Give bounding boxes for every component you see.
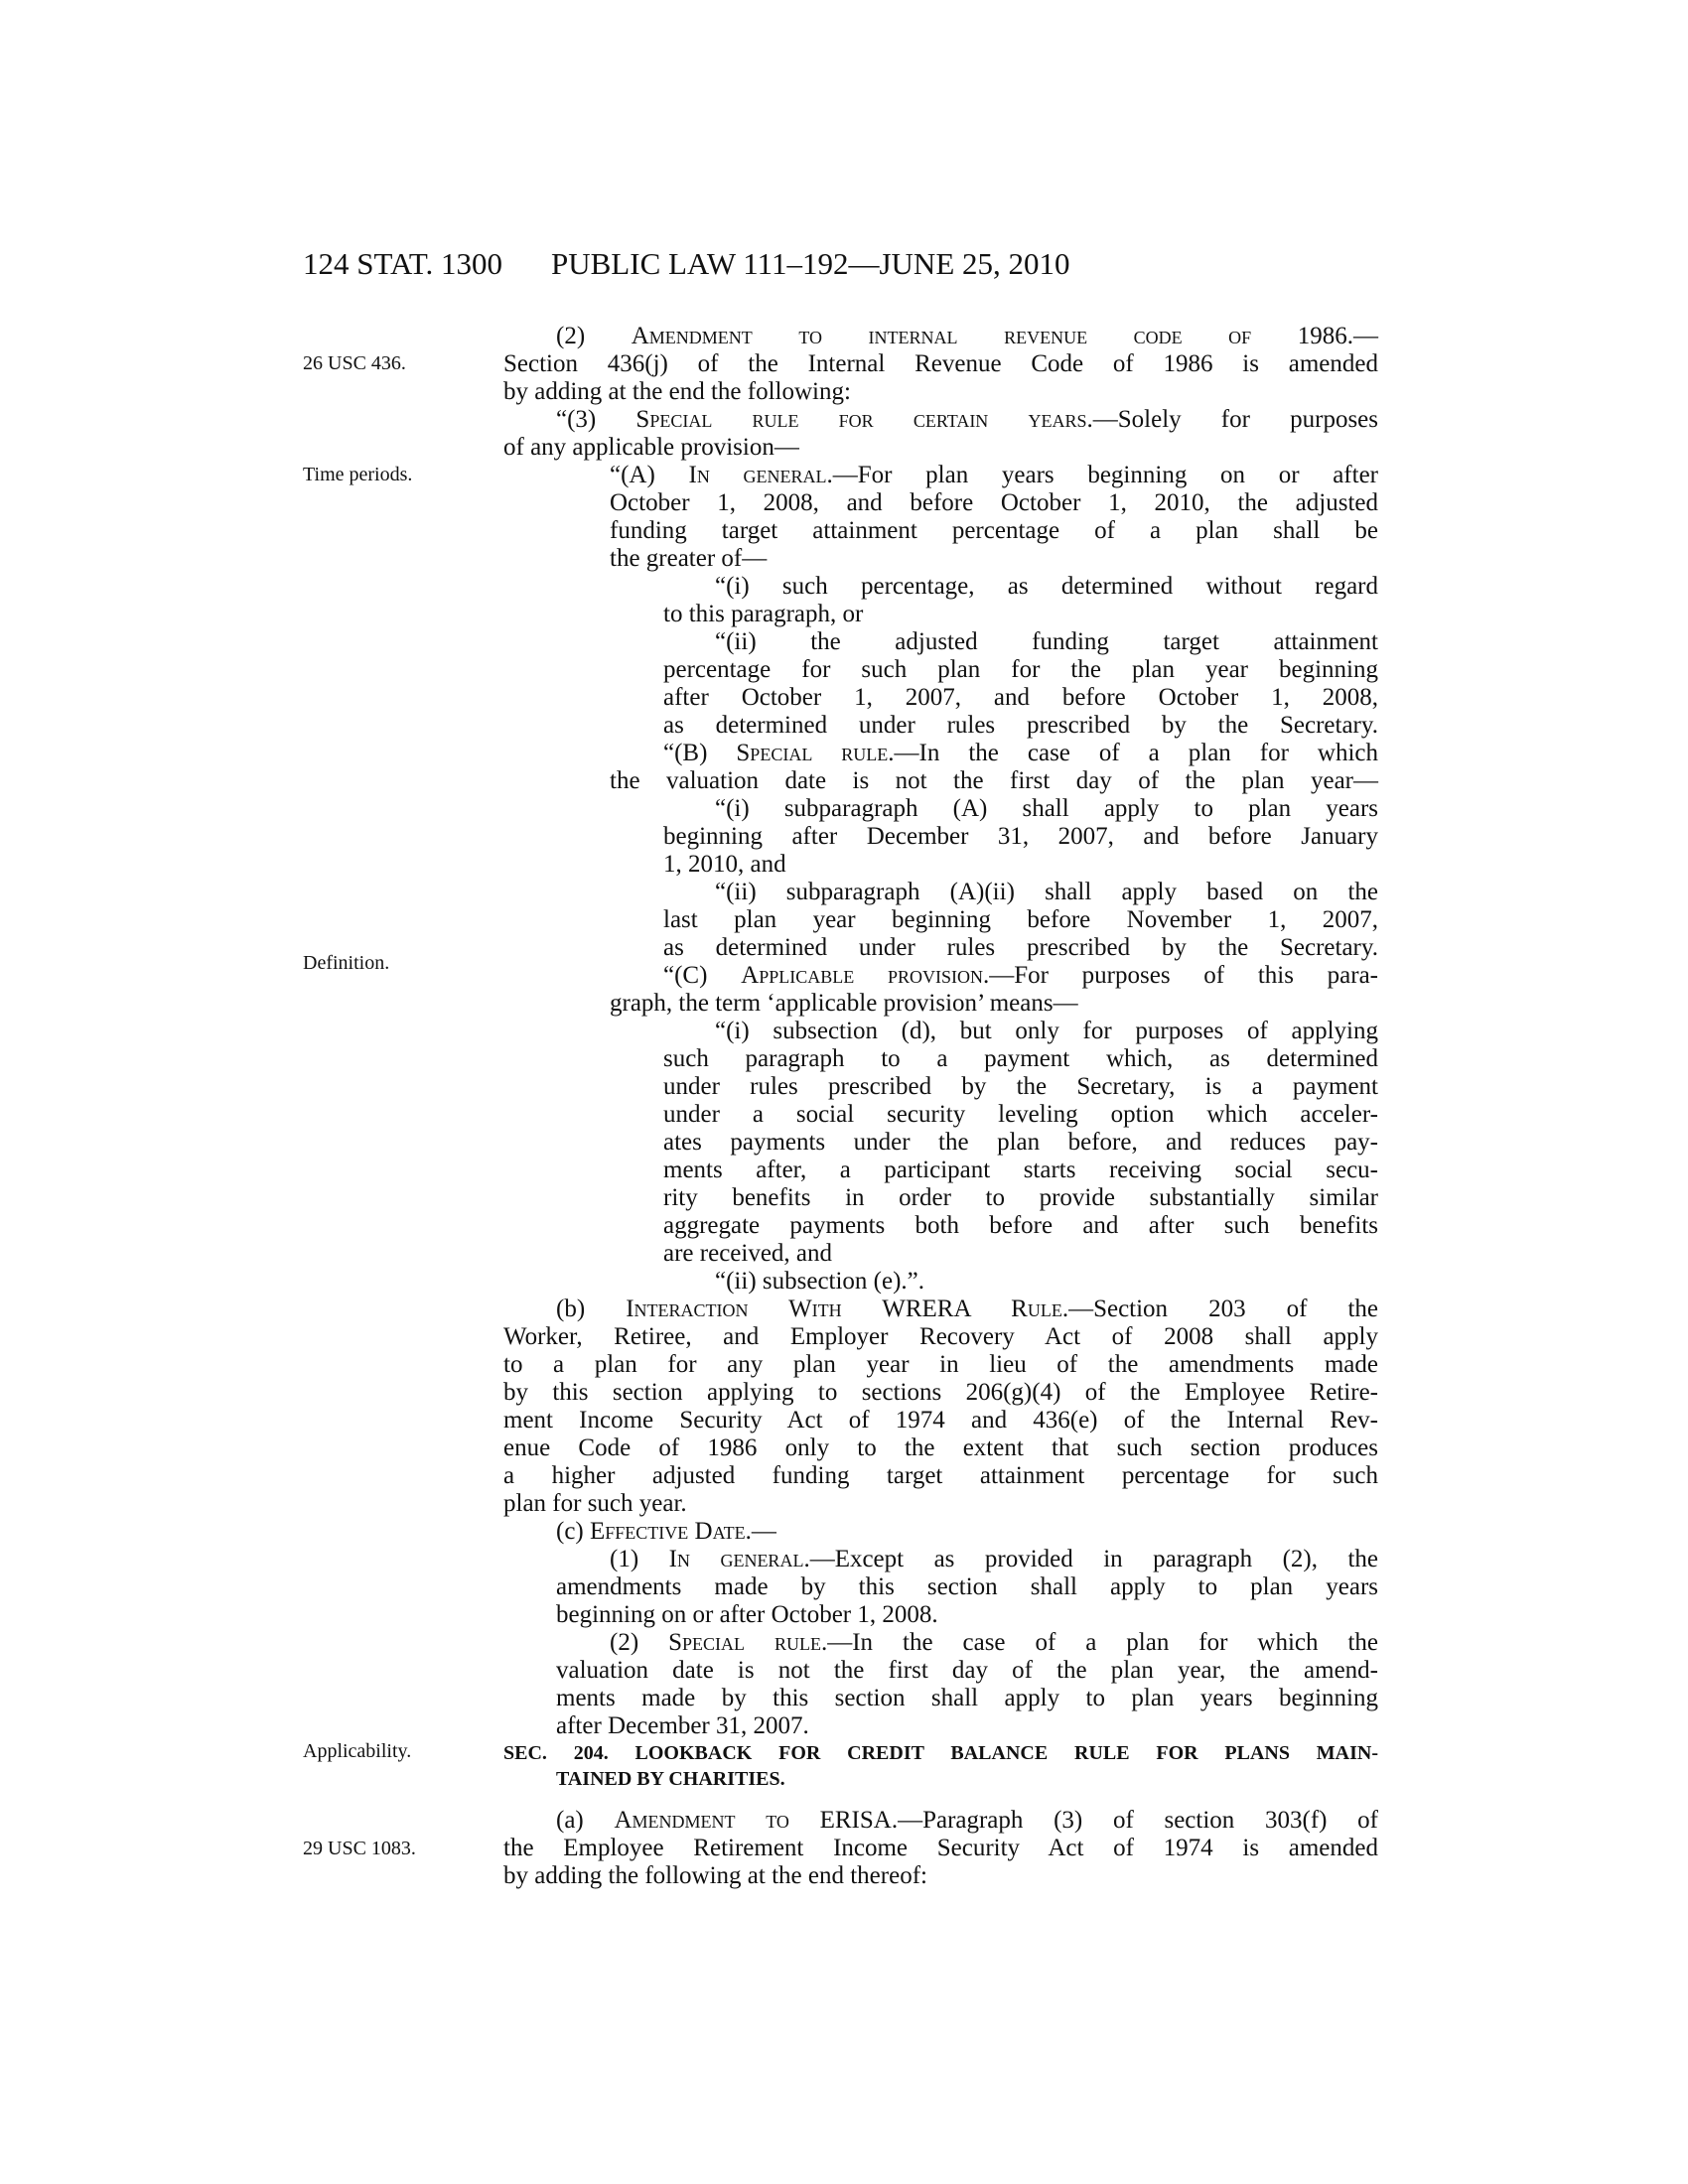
text-line: Worker, Retiree, and Employer Recovery Act of 2008 shall apply (503, 1323, 1378, 1350)
text-line: such paragraph to a payment which, as determined (663, 1045, 1378, 1072)
text-line: beginning on or after October 1, 2008. (556, 1601, 938, 1628)
text-line: ments after, a participant starts receiving social secu- (663, 1157, 1378, 1183)
text-line: the Employee Retirement Income Security Act of 1974 is amended (503, 1835, 1378, 1861)
text-line: (2) Special rule.—In the case of a plan for which the (610, 1629, 1378, 1656)
text-line: (b) Interaction With WRERA Rule.—Section 203 of the (556, 1296, 1378, 1322)
margin-note-26-usc-436: 26 USC 436. (303, 352, 406, 374)
margin-note-applicability: Applicability. (303, 1740, 412, 1762)
text-line: ates payments under the plan before, and reduces pay- (663, 1129, 1378, 1156)
page-title: PUBLIC LAW 111–192—JUNE 25, 2010 (551, 246, 1070, 281)
text-line: beginning after December 31, 2007, and before January (663, 823, 1378, 850)
text-line: valuation date is not the first day of the plan year, the amend- (556, 1657, 1378, 1684)
text-line: amendments made by this section shall apply to plan years (556, 1573, 1378, 1600)
text-line: October 1, 2008, and before October 1, 2010, the adjusted (610, 489, 1378, 516)
stat-citation: 124 STAT. 1300 (303, 246, 503, 281)
text-line: after December 31, 2007. (556, 1712, 809, 1739)
text-line: aggregate payments both before and after such benefits (663, 1212, 1378, 1239)
text-line: (c) Effective Date.— (556, 1518, 776, 1545)
margin-note-definition: Definition. (303, 952, 390, 974)
text-line: as determined under rules prescribed by the Secretary. (663, 712, 1378, 739)
text-line: “(i) subsection (d), but only for purposes of applying (715, 1018, 1378, 1044)
text-line: graph, the term ‘applicable provision’ means— (610, 990, 1078, 1017)
text-line: “(i) such percentage, as determined without regard (715, 573, 1378, 600)
margin-note-time-periods: Time periods. (303, 464, 413, 485)
text-line: the valuation date is not the first day of the plan year— (610, 767, 1378, 794)
text-line: ment Income Security Act of 1974 and 436(e) of the Internal Rev- (503, 1407, 1378, 1433)
text-line: by this section applying to sections 206(g)(4) of the Employee Retire- (503, 1379, 1378, 1406)
margin-note-29-usc-1083: 29 USC 1083. (303, 1838, 416, 1859)
text-line: after October 1, 2007, and before October 1, 2008, (663, 684, 1378, 711)
text-line: “(ii) the adjusted funding target attainment (715, 628, 1378, 655)
text-line: 1, 2010, and (663, 851, 786, 878)
text-line: ments made by this section shall apply to plan years beginning (556, 1685, 1378, 1711)
text-line: the greater of— (610, 545, 768, 572)
text-line: funding target attainment percentage of a plan shall be (610, 517, 1378, 544)
text-line: rity benefits in order to provide substantially similar (663, 1184, 1378, 1211)
text-line: (1) In general.—Except as provided in paragraph (2), the (610, 1546, 1378, 1572)
text-line: are received, and (663, 1240, 833, 1267)
text-line: last plan year beginning before November 1, 2007, (663, 906, 1378, 933)
text-line: by adding the following at the end thereof: (503, 1862, 927, 1889)
text-line: as determined under rules prescribed by the Secretary. (663, 934, 1378, 961)
text-line: “(ii) subparagraph (A)(ii) shall apply based on the (715, 879, 1378, 905)
text-line: “(A) In general.—For plan years beginning on or after (610, 462, 1378, 488)
text-line: “(C) Applicable provision.—For purposes of this para- (663, 962, 1379, 989)
text-line: enue Code of 1986 only to the extent that such section produces (503, 1434, 1378, 1461)
text-line: “(B) Special rule.—In the case of a plan for which (663, 740, 1378, 766)
text-line: under a social security leveling option which acceler- (663, 1101, 1378, 1128)
text-line: Section 436(j) of the Internal Revenue Code of 1986 is amended (503, 350, 1378, 377)
text-line: “(3) Special rule for certain years.—Solely for purposes (556, 406, 1379, 433)
text-line: to this paragraph, or (663, 601, 864, 627)
text-line: under rules prescribed by the Secretary, is a payment (663, 1073, 1378, 1100)
text-line: percentage for such plan for the plan year beginning (663, 656, 1378, 683)
text-line: a higher adjusted funding target attainment percentage for such (503, 1462, 1378, 1489)
text-line: by adding at the end the following: (503, 378, 851, 405)
text-line: “(ii) subsection (e).”. (715, 1268, 925, 1295)
section-heading-cont: TAINED BY CHARITIES. (556, 1768, 785, 1790)
text-line: (2) Amendment to internal revenue code of 1986.— (556, 323, 1378, 349)
text-line: “(i) subparagraph (A) shall apply to plan years (715, 795, 1378, 822)
text-line: to a plan for any plan year in lieu of the amendments made (503, 1351, 1378, 1378)
text-line: of any applicable provision— (503, 434, 799, 461)
text-line: (a) Amendment to ERISA.—Paragraph (3) of section 303(f) of (556, 1807, 1379, 1834)
section-heading: SEC. 204. LOOKBACK FOR CREDIT BALANCE RULE FOR PLANS MAIN- (503, 1742, 1378, 1764)
text-line: plan for such year. (503, 1490, 687, 1517)
